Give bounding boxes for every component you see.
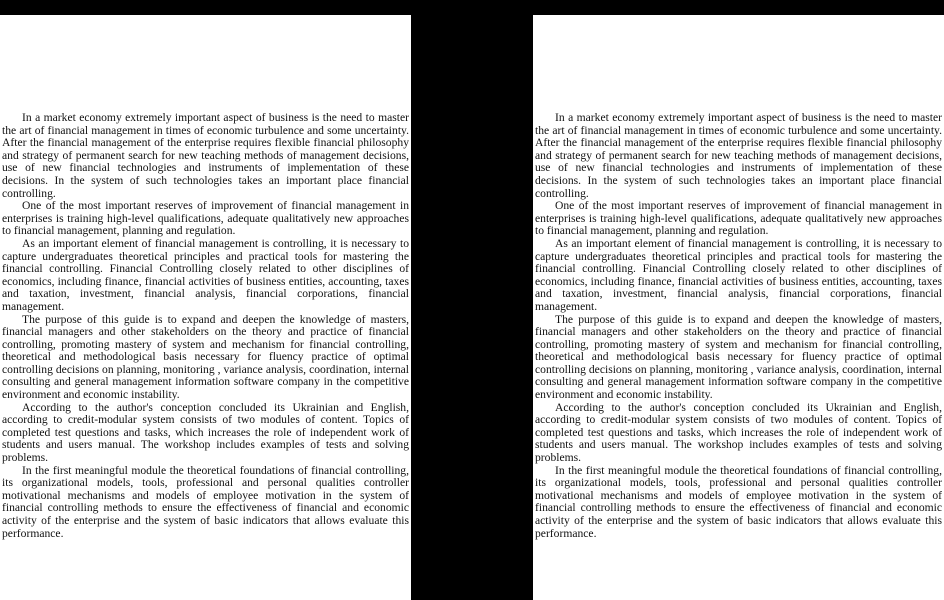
document-page-left: [0, 15, 411, 600]
paragraph: One of the most important reserves of improvement of financial management in enterprises is training high-level qualifications, adequate qualitatively new approaches to financial management, planning and regulation.: [2, 199, 409, 238]
page-body-text: [2, 112, 409, 540]
paragraph: In the first meaningful module the theoretical foundations of financial controlling, its organizational models, tools, professional and personal qualities controller motivational mechanisms and models of employee motivation in the system of financial controlling methods to ensure the effectiveness of financial and economic activity of the enterprise and the system of basic indicators that allows evaluate this performance.: [2, 463, 409, 540]
paragraph: In a market economy extremely important aspect of business is the need to master the art of financial management in times of economic turbulence and some uncertainty. After the financial management of the enterprise requires flexible financial philosophy and strategy of permanent search for new teaching methods of management decisions, use of new financial technologies and instruments of implementation of these decisions. In the system of such technologies takes an important place financial controlling.: [535, 111, 942, 200]
document-page-right: [533, 15, 944, 600]
paragraph: As an important element of financial management is controlling, it is necessary to capture undergraduates theoretical principles and practical tools for mastering the financial controlling. Financial Controlling closely related to other disciplines of economics, including finance, financial activities of business entities, accounting, taxes and taxation, investment, financial analysis, financial corporations, financial management.: [2, 236, 409, 313]
page-body-text: [535, 112, 942, 540]
paragraph: According to the author's conception concluded its Ukrainian and English, according to credit-modular system consists of two modules of content. Topics of completed test questions and tasks, which increases the role of independent work of students and users manual. The workshop includes examples of tests and solving problems.: [535, 400, 942, 465]
paragraph: One of the most important reserves of improvement of financial management in enterprises is training high-level qualifications, adequate qualitatively new approaches to financial management, planning and regulation.: [535, 199, 942, 238]
paragraph: According to the author's conception concluded its Ukrainian and English, according to credit-modular system consists of two modules of content. Topics of completed test questions and tasks, which increases the role of independent work of students and users manual. The workshop includes examples of tests and solving problems.: [2, 400, 409, 465]
paragraph: In a market economy extremely important aspect of business is the need to master the art of financial management in times of economic turbulence and some uncertainty. After the financial management of the enterprise requires flexible financial philosophy and strategy of permanent search for new teaching methods of management decisions, use of new financial technologies and instruments of implementation of these decisions. In the system of such technologies takes an important place financial controlling.: [2, 111, 409, 200]
paragraph: The purpose of this guide is to expand and deepen the knowledge of masters, financial managers and other stakeholders on the theory and practice of financial controlling, promoting mastery of system and mechanism for financial controlling, theoretical and methodological basis necessary for fluency practice of optimal controlling decisions on planning, monitoring , variance analysis, coordination, internal consulting and general management information software company in the competitive environment and economic instability.: [535, 312, 942, 402]
paragraph: As an important element of financial management is controlling, it is necessary to capture undergraduates theoretical principles and practical tools for mastering the financial controlling. Financial Controlling closely related to other disciplines of economics, including finance, financial activities of business entities, accounting, taxes and taxation, investment, financial analysis, financial corporations, financial management.: [535, 236, 942, 313]
paragraph: In the first meaningful module the theoretical foundations of financial controlling, its organizational models, tools, professional and personal qualities controller motivational mechanisms and models of employee motivation in the system of financial controlling methods to ensure the effectiveness of financial and economic activity of the enterprise and the system of basic indicators that allows evaluate this performance.: [535, 463, 942, 540]
paragraph: The purpose of this guide is to expand and deepen the knowledge of masters, financial managers and other stakeholders on the theory and practice of financial controlling, promoting mastery of system and mechanism for financial controlling, theoretical and methodological basis necessary for fluency practice of optimal controlling decisions on planning, monitoring , variance analysis, coordination, internal consulting and general management information software company in the competitive environment and economic instability.: [2, 312, 409, 402]
